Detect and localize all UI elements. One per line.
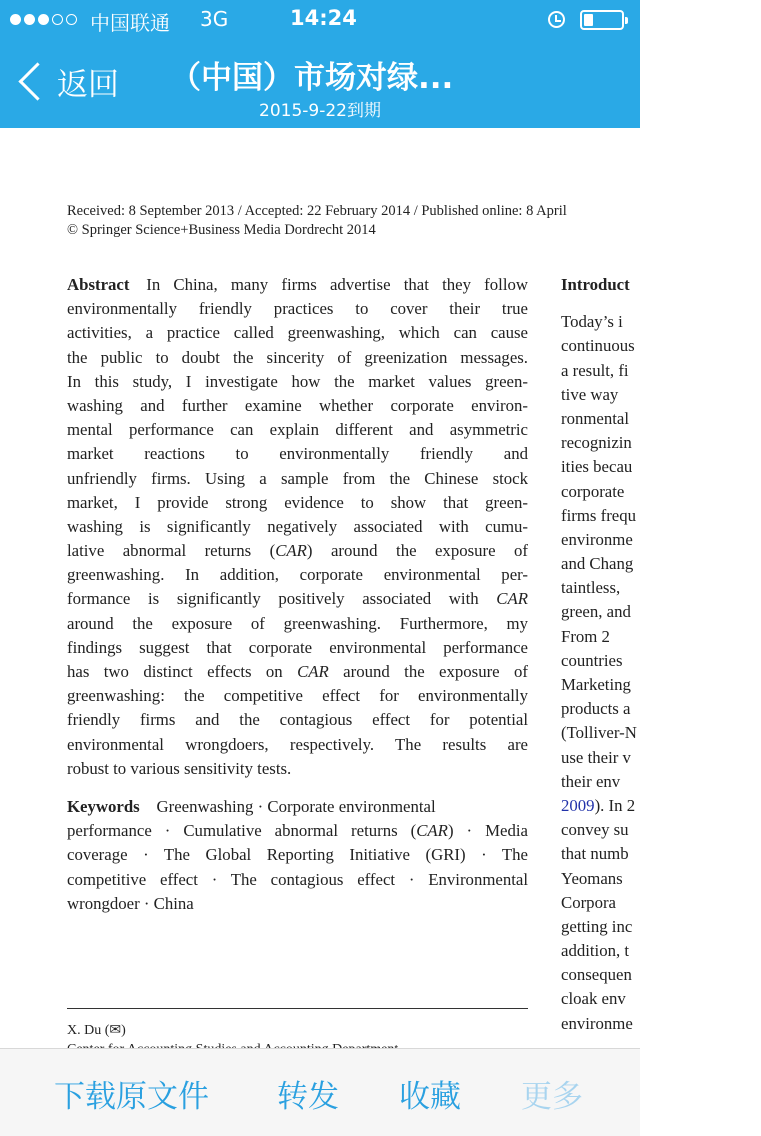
- alarm-icon: [548, 11, 565, 28]
- expiry-date: 2015-9-22到期: [259, 101, 381, 121]
- abstract-line: has two distinct effects on CAR around the exposure of: [67, 662, 528, 681]
- signal-strength-icon: [10, 14, 77, 25]
- keywords-line: wrongdoer · China: [67, 893, 194, 913]
- abstract-line: findings suggest that corporate environmental performance: [67, 637, 528, 657]
- introduction-line: taintless,: [561, 578, 621, 598]
- chevron-left-icon: [18, 62, 56, 100]
- introduction-heading: Introduct: [561, 275, 630, 294]
- status-bar: [0, 0, 640, 40]
- footnote-divider: [67, 1008, 528, 1009]
- introduction-line: ronmental: [561, 408, 630, 428]
- author-name: X. Du (✉): [67, 1023, 126, 1038]
- introduction-line: addition, t: [561, 941, 630, 961]
- abstract-line: greenwashing: the competitive effect for environmentally: [67, 686, 528, 706]
- keywords-heading: Keywords: [67, 796, 140, 816]
- top-bar: [0, 0, 640, 128]
- introduction-column: [561, 273, 761, 1036]
- signal-dot: [38, 14, 49, 25]
- introduction-line: corporate: [561, 481, 625, 501]
- introduction-line: tive way: [561, 384, 619, 404]
- signal-dot: [66, 14, 77, 25]
- battery-icon: [580, 10, 624, 30]
- introduction-line: that numb: [561, 844, 629, 864]
- introduction-line: Yeomans: [561, 868, 623, 888]
- copyright-line: © Springer Science+Business Media Dordrecht 2014: [67, 222, 376, 238]
- keywords: [67, 795, 528, 916]
- abstract-line: around the exposure of greenwashing. Furthermore, my: [67, 613, 528, 633]
- bottom-toolbar: [0, 1048, 640, 1136]
- signal-dot: [24, 14, 35, 25]
- citation-link[interactable]: 2009: [561, 795, 595, 815]
- introduction-line: green, and: [561, 602, 631, 622]
- introduction-line: (Tolliver-N: [561, 723, 637, 743]
- keywords-line: performance · Cumulative abnormal returns (CAR) · Media: [67, 821, 528, 841]
- signal-dot: [10, 14, 21, 25]
- abstract-line: In this study, I investigate how the market values green-: [67, 371, 528, 391]
- network-type: 3G: [200, 7, 229, 31]
- introduction-line: cloak env: [561, 989, 626, 1009]
- abstract-column: [67, 273, 528, 916]
- introduction-line: a result, fi: [561, 360, 629, 380]
- abstract-line: robust to various sensitivity tests.: [67, 758, 292, 778]
- introduction-line: and Chang: [561, 554, 634, 574]
- introduction-line: Corpora: [561, 892, 616, 912]
- keywords-line: coverage · The Global Reporting Initiative (GRI) · The: [67, 845, 528, 865]
- abstract-line: market reactions to environmentally friendly and: [67, 444, 528, 464]
- introduction-line: use their v: [561, 747, 631, 767]
- abstract-line: the public to doubt the sincerity of greenization messages.: [67, 347, 528, 367]
- abstract-line: formance is significantly positively associated with CAR: [67, 589, 528, 609]
- introduction-line: firms frequ: [561, 505, 637, 525]
- received-line: Received: 8 September 2013 / Accepted: 22 February 2014 / Published online: 8 April: [67, 203, 567, 219]
- introduction-line: continuous: [561, 336, 635, 356]
- abstract-line: washing is significantly negatively associated with cumu-: [67, 516, 528, 536]
- more-button[interactable]: 更多: [521, 1079, 583, 1115]
- page-title: （中国）市场对绿...: [170, 60, 454, 96]
- signal-dot: [52, 14, 63, 25]
- favorite-button[interactable]: 收藏: [399, 1079, 461, 1115]
- abstract-line: unfriendly firms. Using a sample from the Chinese stock: [67, 468, 528, 488]
- publication-dates: [67, 202, 567, 240]
- document-viewer[interactable]: [0, 128, 640, 1048]
- introduction-line: environme: [561, 1013, 633, 1033]
- abstract-line: activities, a practice called greenwashing, which can cause: [67, 323, 528, 343]
- abstract-line: friendly firms and the contagious effect for potential: [67, 710, 528, 730]
- introduction-line: recognizin: [561, 433, 632, 453]
- introduction-line: countries: [561, 650, 623, 670]
- abstract: [67, 273, 528, 781]
- abstract-line: greenwashing. In addition, corporate environmental per-: [67, 565, 528, 585]
- abstract-heading: Abstract: [67, 275, 130, 294]
- introduction-line: ities becau: [561, 457, 633, 477]
- download-original-button[interactable]: 下载原文件: [54, 1079, 209, 1115]
- keywords-line: Keywords Greenwashing · Corporate environmental: [67, 796, 436, 816]
- abstract-line: environmental wrongdoers, respectively. The results are: [67, 734, 528, 754]
- abstract-line: environmentally friendly practices to cover their true: [67, 299, 528, 319]
- forward-button[interactable]: 转发: [277, 1079, 339, 1115]
- carrier-name: 中国联通: [90, 11, 170, 35]
- back-label: 返回: [57, 66, 119, 103]
- abstract-line: mental performance can explain different and asymmetric: [67, 420, 528, 440]
- keywords-line: competitive effect · The contagious effect · Environmental: [67, 869, 528, 889]
- abstract-line: market, I provide strong evidence to show that green-: [67, 492, 528, 512]
- introduction-line: environme: [561, 529, 633, 549]
- introduction-line: products a: [561, 699, 631, 719]
- introduction-line: getting inc: [561, 916, 633, 936]
- introduction-line: Today’s i: [561, 312, 623, 332]
- introduction-line: their env: [561, 771, 621, 791]
- abstract-line: Abstract In China, many firms advertise that they follow: [67, 275, 528, 294]
- abstract-line: washing and further examine whether corporate environ-: [67, 395, 528, 415]
- introduction-line: Marketing: [561, 675, 631, 694]
- introduction-line: 2009). In 2: [561, 795, 636, 815]
- introduction-line: consequen: [561, 965, 632, 985]
- status-time: 14:24: [290, 6, 357, 30]
- introduction-line: From 2: [561, 626, 610, 646]
- introduction-line: convey su: [561, 820, 629, 840]
- introduction-text: [561, 310, 761, 1036]
- abstract-line: lative abnormal returns (CAR) around the exposure of: [67, 541, 529, 561]
